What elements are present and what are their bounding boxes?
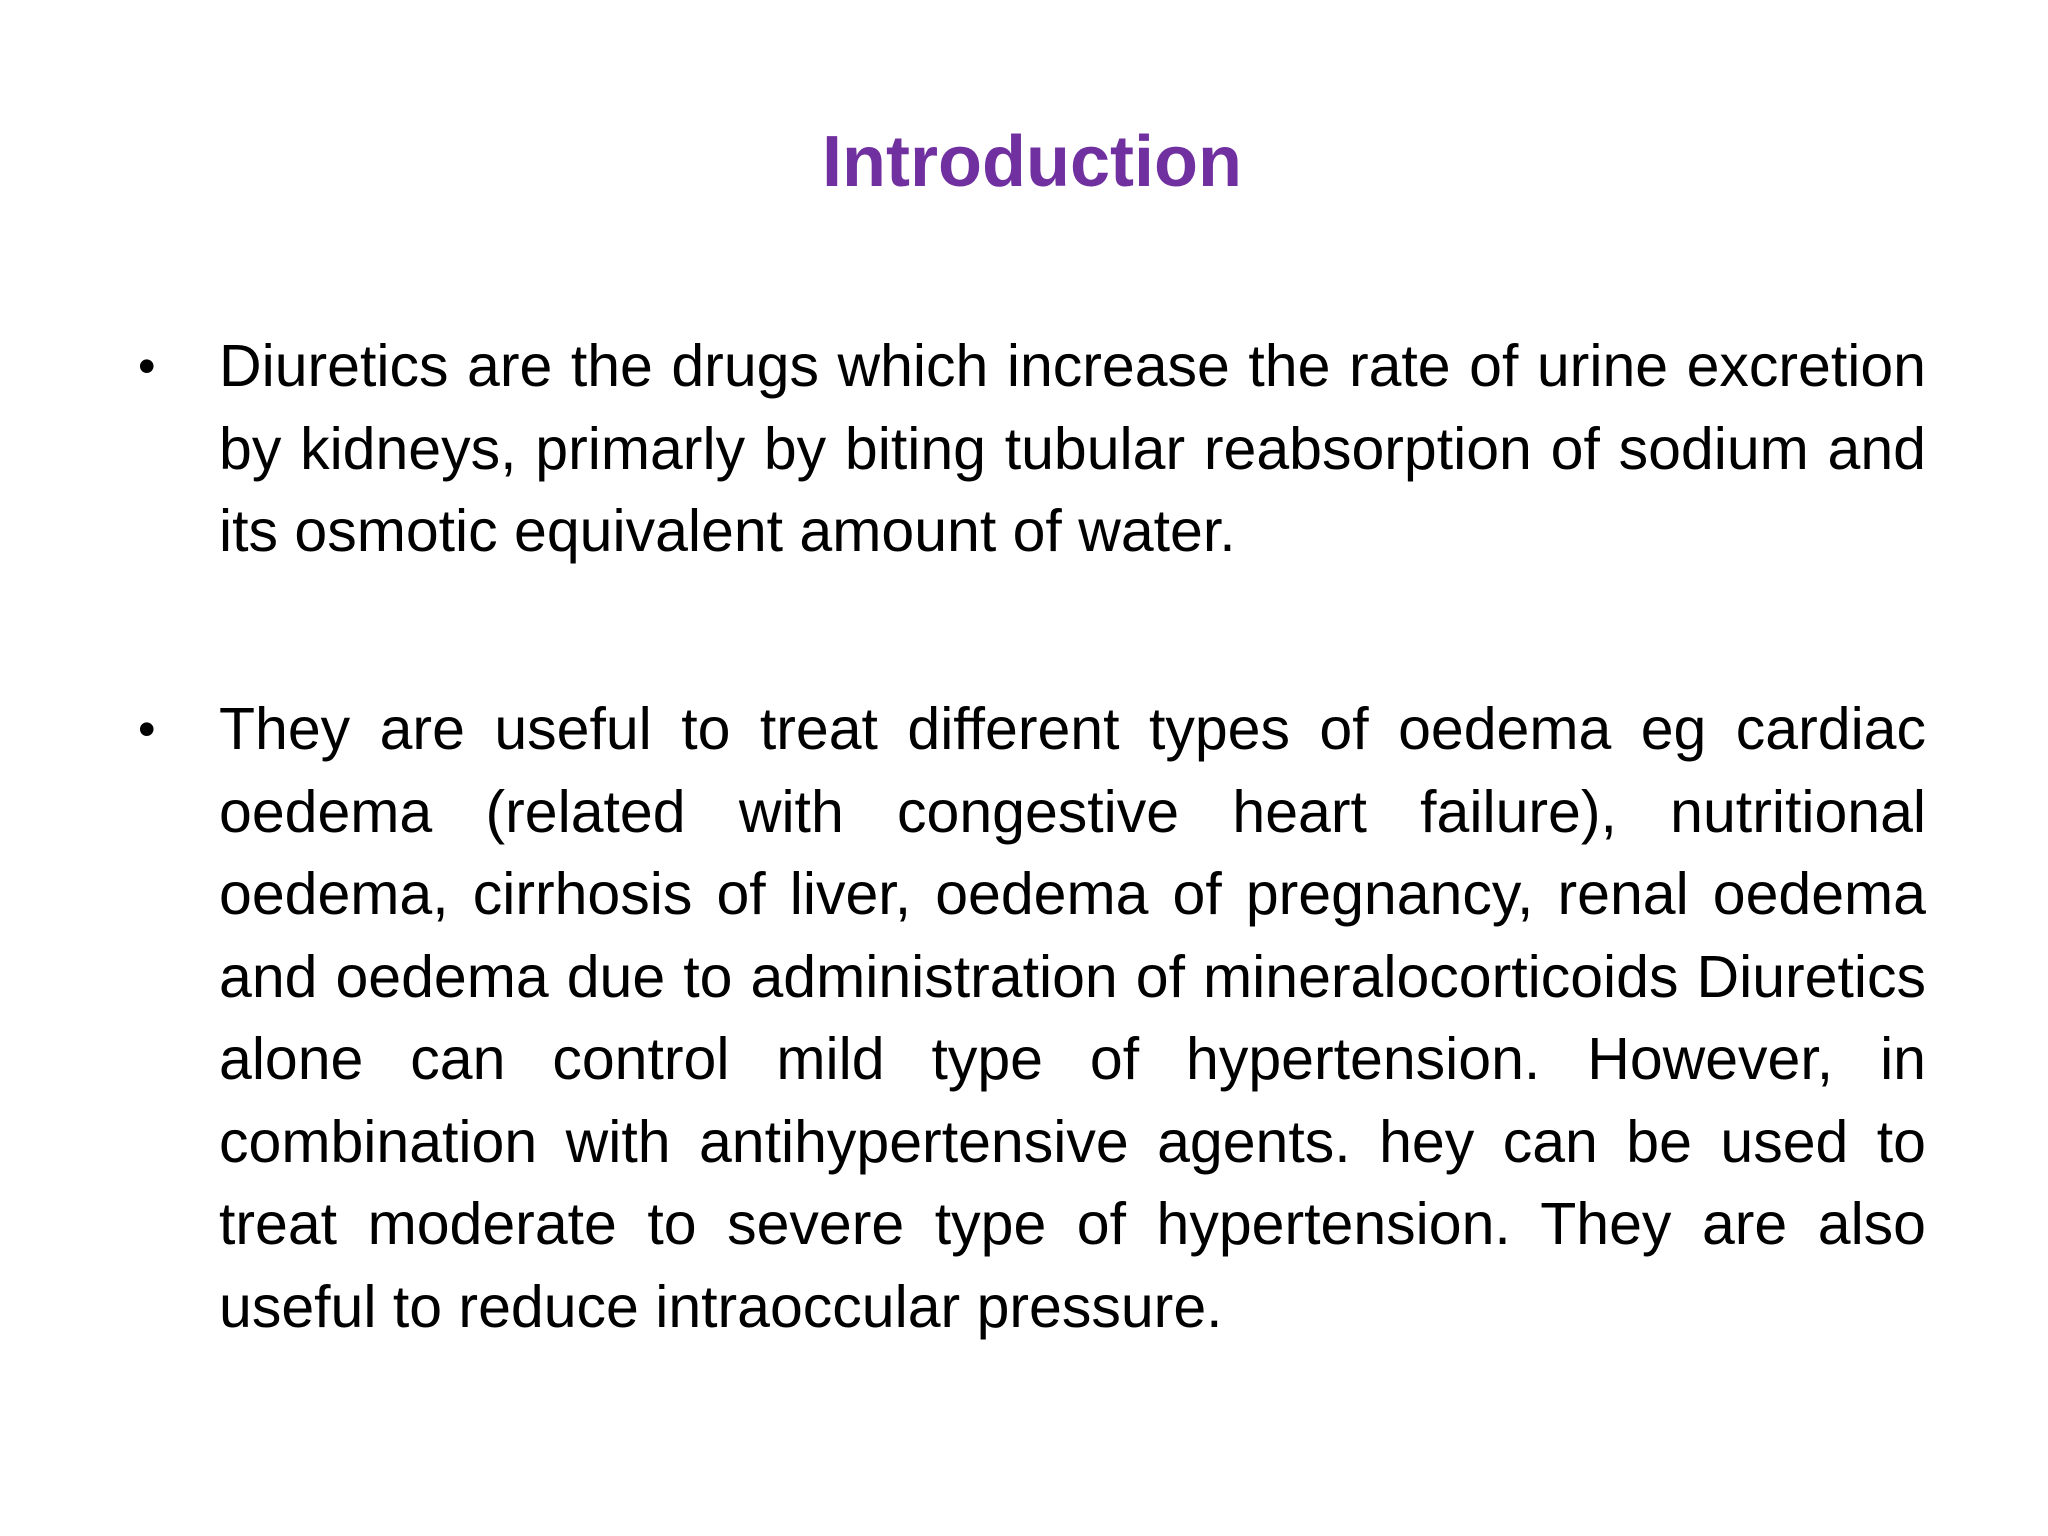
bullet-list-2 [138, 688, 1926, 1348]
bullet-marker: • [138, 338, 156, 394]
bullet-list-1 [138, 325, 1926, 573]
bullet-item [138, 688, 1926, 1348]
bullet-marker: • [138, 701, 156, 757]
slide-title: Introduction [822, 122, 1242, 202]
bullet-text: Diuretics are the drugs which increase the rate of urine excretion by kidneys, primarly by biting tubular reabsorption of sodium and its osmotic equivalent amount of water. [219, 333, 1926, 564]
bullet-item [138, 325, 1926, 573]
bullet-text: They are useful to treat different types of oedema eg cardiac oedema (related with congestive heart failure), nutritional oedema, cirrhosis of liver, oedema of pregnancy, renal oedema and oedema due to administration of mineralocorticoids Diuretics alone can control mild type of hypertension. However, in combination with antihypertensive agents. hey can be used to treat moderate to severe type of hypertension. They are also useful to reduce intraoccular pressure. [219, 696, 1926, 1340]
